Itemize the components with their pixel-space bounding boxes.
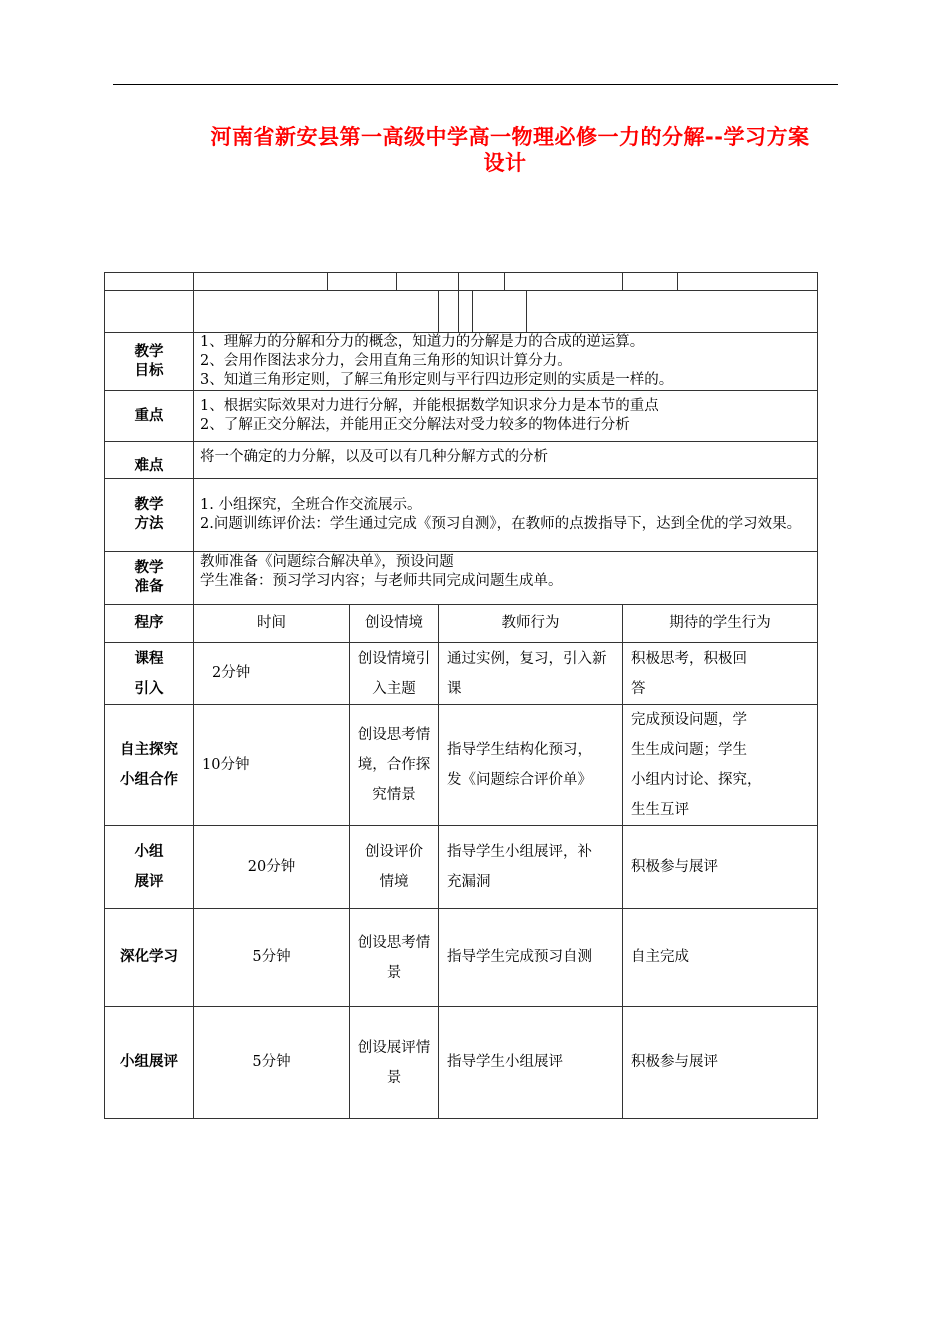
difficulty-content: 将一个确定的力分解，以及可以有几种分解方式的分析 (194, 442, 818, 479)
blank-cell (328, 273, 397, 291)
title-line-1: 河南省新安县第一高级中学高一物理必修一力的分解--学习方案 (210, 125, 810, 149)
blank-cell (439, 291, 459, 333)
procedure-row (105, 909, 818, 1007)
key-point-item: 2、了解正交分解法，并能用正交分解法对受力较多的物体进行分析 (200, 417, 630, 433)
preparation-item: 教师准备《问题综合解决单》，预设问题 (200, 554, 454, 570)
procedure-time: 20分钟 (194, 826, 350, 909)
procedure-step: 小组 展评 (105, 826, 194, 909)
header-rule (113, 84, 838, 85)
header-student: 期待的学生行为 (623, 605, 818, 643)
key-point-item: 1、根据实际效果对力进行分解，并能根据数学知识求分力是本节的重点 (200, 398, 659, 414)
blank-cell (505, 273, 623, 291)
blank-cell (527, 291, 818, 333)
procedure-student: 积极思考，积极回 答 (623, 643, 818, 705)
methods-row (105, 479, 818, 552)
goals-label: 教学 目标 (105, 333, 194, 391)
blank-cell (459, 273, 505, 291)
blank-row-1 (105, 273, 818, 291)
procedure-situation: 创设思考情 景 (350, 909, 439, 1007)
blank-cell (194, 273, 328, 291)
title-line-2: 设计 (483, 151, 527, 175)
procedure-row (105, 826, 818, 909)
blank-cell (623, 273, 678, 291)
key-points-label: 重点 (105, 391, 194, 442)
procedure-time: 2分钟 (194, 643, 350, 705)
procedure-step: 深化学习 (105, 909, 194, 1007)
procedure-time: 5分钟 (194, 909, 350, 1007)
method-item: 1. 小组探究，全班合作交流展示。 (200, 497, 422, 513)
procedure-student: 自主完成 (623, 909, 818, 1007)
goals-row (105, 333, 818, 391)
procedure-teacher: 指导学生结构化预习， 发《问题综合评价单》 (439, 705, 623, 826)
procedure-student: 积极参与展评 (623, 1007, 818, 1119)
key-points-content (194, 391, 818, 442)
methods-label: 教学 方法 (105, 479, 194, 552)
blank-row-2 (105, 291, 818, 333)
preparation-content (194, 552, 818, 605)
goal-item: 2、会用作图法求分力，会用直角三角形的知识计算分力。 (200, 353, 572, 369)
procedure-teacher: 指导学生小组展评 (439, 1007, 623, 1119)
blank-cell (473, 291, 527, 333)
procedure-time: 5分钟 (194, 1007, 350, 1119)
procedure-row (105, 705, 818, 826)
preparation-label: 教学 准备 (105, 552, 194, 605)
procedure-situation: 创设展评情 景 (350, 1007, 439, 1119)
method-item: 2.问题训练评价法：学生通过完成《预习自测》，在教师的点拨指导下，达到全优的学习效果。 (200, 516, 802, 532)
blank-cell (459, 291, 473, 333)
blank-cell (105, 273, 194, 291)
goal-item: 1、理解力的分解和分力的概念，知道力的分解是力的合成的逆运算。 (200, 334, 645, 350)
key-points-row (105, 391, 818, 442)
header-situation: 创设情境 (350, 605, 439, 643)
blank-cell (397, 273, 459, 291)
blank-cell (678, 273, 818, 291)
header-step: 程序 (105, 605, 194, 643)
procedure-teacher: 指导学生完成预习自测 (439, 909, 623, 1007)
difficulty-label: 难点 (105, 442, 194, 479)
header-teacher: 教师行为 (439, 605, 623, 643)
methods-content (194, 479, 818, 552)
procedure-time: 10分钟 (194, 705, 350, 826)
procedure-student: 积极参与展评 (623, 826, 818, 909)
difficulty-row (105, 442, 818, 479)
lesson-plan-table (104, 272, 818, 1119)
preparation-row (105, 552, 818, 605)
header-time: 时间 (194, 605, 350, 643)
preparation-item: 学生准备：预习学习内容；与老师共同完成问题生成单。 (200, 573, 563, 589)
procedure-step: 课程 引入 (105, 643, 194, 705)
goals-content (194, 333, 818, 391)
procedure-situation: 创设思考情 境，合作探 究情景 (350, 705, 439, 826)
procedure-student: 完成预设问题，学 生生成问题；学生 小组内讨论、探究， 生生互评 (623, 705, 818, 826)
procedure-teacher: 通过实例，复习，引入新 课 (439, 643, 623, 705)
procedure-step: 小组展评 (105, 1007, 194, 1119)
goal-item: 3、知道三角形定则，了解三角形定则与平行四边形定则的实质是一样的。 (200, 372, 674, 388)
blank-cell (194, 291, 439, 333)
procedure-row (105, 1007, 818, 1119)
procedure-situation: 创设情境引 入主题 (350, 643, 439, 705)
blank-cell (105, 291, 194, 333)
procedure-situation: 创设评价 情境 (350, 826, 439, 909)
procedure-header-row (105, 605, 818, 643)
document-title (150, 124, 870, 176)
procedure-step: 自主探究 小组合作 (105, 705, 194, 826)
procedure-row (105, 643, 818, 705)
procedure-teacher: 指导学生小组展评，补 充漏洞 (439, 826, 623, 909)
